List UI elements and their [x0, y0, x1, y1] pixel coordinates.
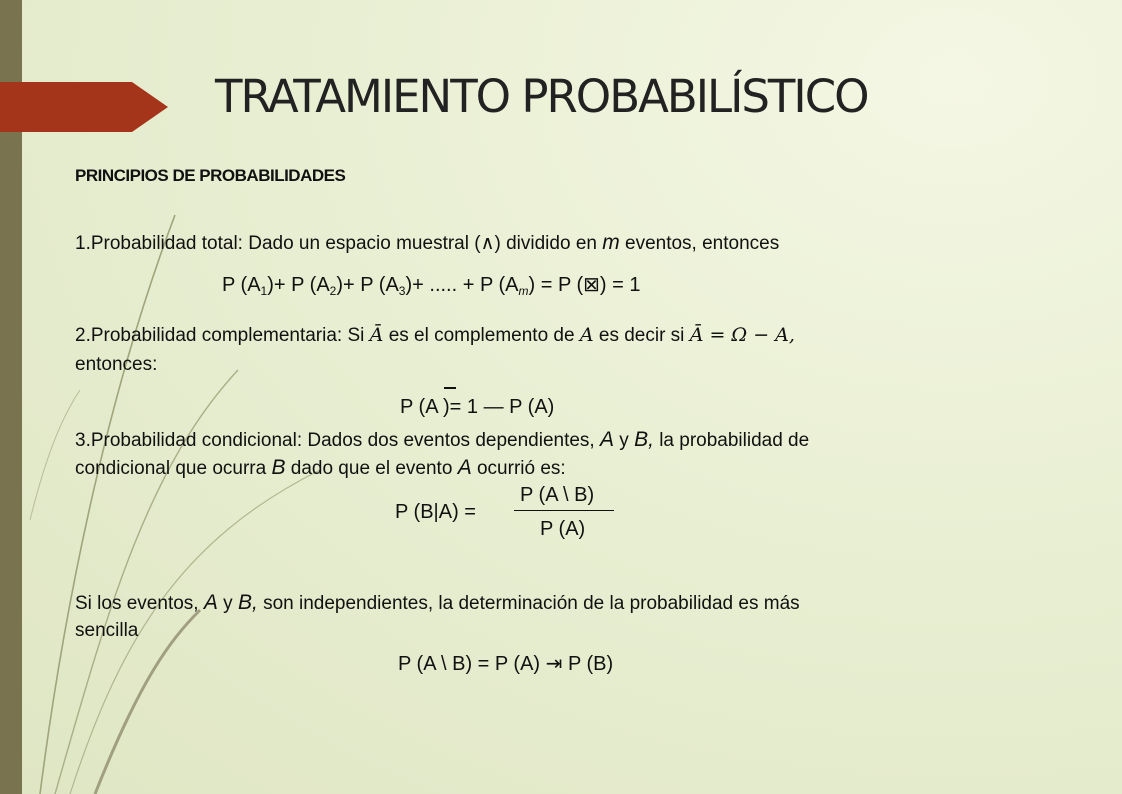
a-variable: A [599, 428, 614, 451]
b-variable: B [271, 456, 286, 479]
title-arrow-marker [0, 82, 168, 132]
p2-text-b: es el complemento de [388, 325, 575, 346]
complement-relation: Ā = Ω − A, [689, 324, 795, 346]
eq-part: )+ ..... + P (A [405, 274, 519, 296]
a-bar-symbol: Ā [369, 324, 384, 346]
fraction-line [514, 510, 614, 511]
a-variable: A [203, 591, 218, 614]
eq-subscript: 3 [398, 284, 406, 298]
p3-line2-a: condicional que ocurra [75, 458, 267, 479]
eq-part: P (A [222, 274, 261, 296]
p4-line1-b: son independientes, la determinación de la probabilidad es más [263, 593, 800, 614]
eq-subscript: 1 [260, 284, 268, 298]
principle-conditional-line1 [75, 428, 809, 452]
p3-line1-a: 3.Probabilidad condicional: Dados dos eventos dependientes, [75, 430, 595, 451]
a-symbol: A [579, 324, 594, 346]
conditional-numerator: P (A \ B) [520, 484, 595, 506]
p3-line2-c: ocurrió es: [476, 458, 566, 479]
p2-text-a: 2.Probabilidad complementaria: Si [75, 325, 365, 346]
eq-part: )+ P (A [336, 274, 399, 296]
eq-part: ) = P ( [528, 274, 584, 296]
complement-equation: P (A )= 1 — P (A) [400, 396, 555, 418]
p1-text-b: ) dividido en [494, 233, 597, 254]
m-variable: m [602, 231, 620, 254]
p2-text-d: entonces: [75, 354, 158, 375]
complement-bar [444, 387, 456, 389]
total-probability-equation [222, 272, 641, 298]
omega-symbol: ∧ [480, 233, 495, 254]
principle-complement-text [75, 324, 795, 347]
y-word: y [223, 593, 233, 614]
eq-part: ) = 1 [599, 274, 641, 296]
eq-subscript: m [518, 284, 529, 298]
independent-line1 [75, 591, 800, 615]
y-word: y [619, 430, 629, 451]
principle-conditional-line2 [75, 456, 566, 480]
b-variable: B, [237, 591, 258, 614]
eq-part: )+ P (A [267, 274, 330, 296]
p3-line2-b: dado que el evento [290, 458, 453, 479]
p3-line1-b: la probabilidad de [659, 430, 810, 451]
section-subtitle: PRINCIPIOS DE PROBABILIDADES [75, 166, 346, 185]
a-variable: A [457, 456, 472, 479]
p4-line1-a: Si los eventos, [75, 593, 199, 614]
boxed-x-icon: ⊠ [583, 274, 600, 296]
independence-equation: P (A \ B) = P (A) ⇥ P (B) [398, 653, 614, 675]
principle-total-text [75, 231, 779, 255]
conditional-denominator: P (A) [540, 518, 586, 540]
p2-text-c: es decir si [598, 325, 685, 346]
p1-text-a: 1.Probabilidad total: Dado un espacio muestral ( [75, 233, 481, 254]
p1-text-c: eventos, entonces [625, 233, 780, 254]
page-title: TRATAMIENTO PROBABILÍSTICO [215, 70, 868, 123]
eq-subscript: 2 [329, 284, 337, 298]
conditional-lhs: P (B|A) = [395, 501, 476, 523]
independent-line2: sencilla [75, 620, 139, 641]
b-variable: B, [634, 428, 654, 451]
